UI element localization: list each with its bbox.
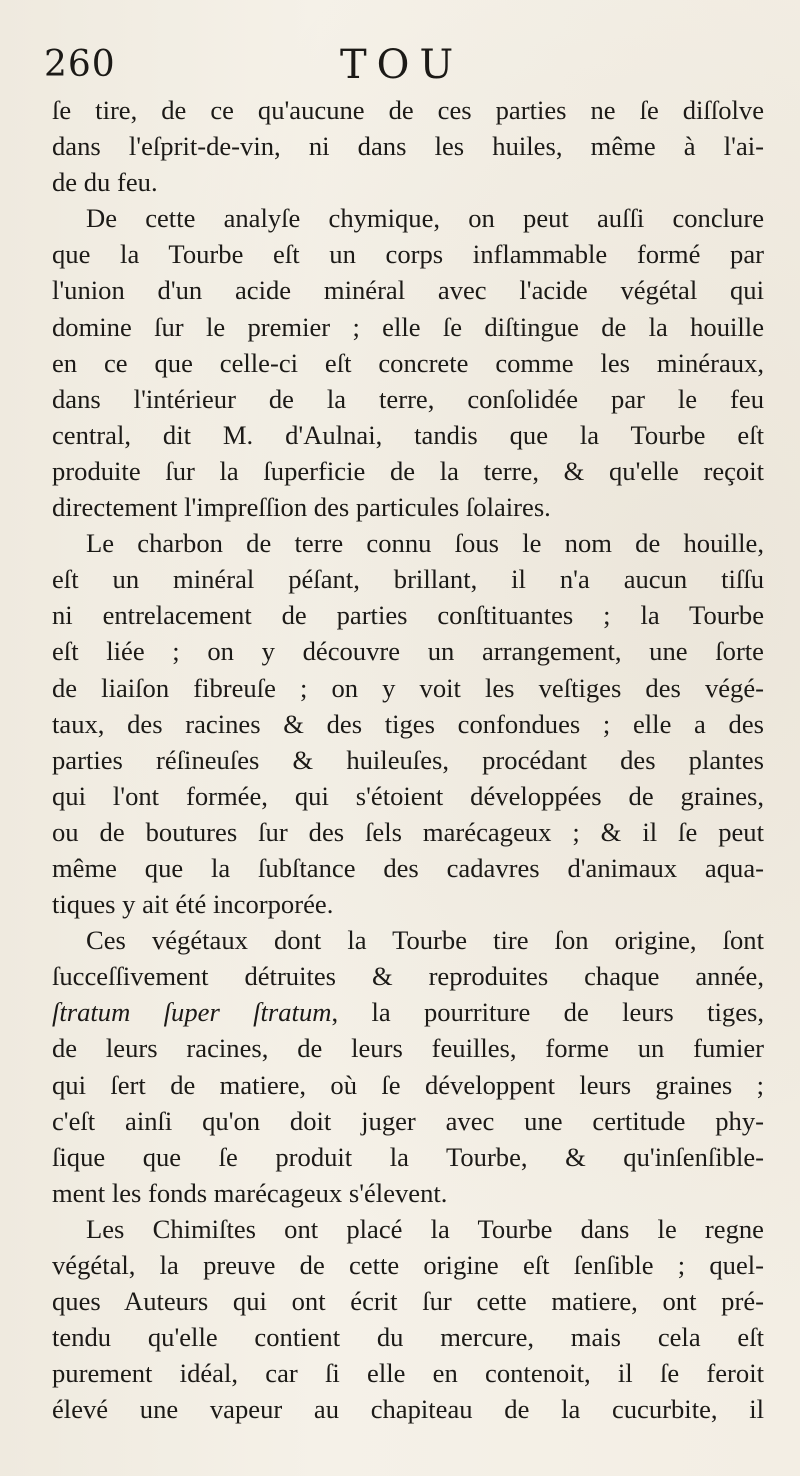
text-line: dans l'eſprit-de-vin, ni dans les huiles, même à l'ai- — [52, 131, 764, 162]
text-line: de du feu. — [52, 167, 158, 198]
text-line: élevé une vapeur au chapiteau de la cucurbite, il — [52, 1394, 764, 1425]
text-line: ment les fonds marécageux s'élevent. — [52, 1177, 448, 1208]
text-line: De cette analyſe chymique, on peut auſſi conclure — [86, 203, 764, 234]
text-line: Le charbon de terre connu ſous le nom de houille, — [86, 528, 764, 559]
text-line: c'eſt ainſi qu'on doit juger avec une certitude phy- — [52, 1105, 764, 1136]
text-line: tendu qu'elle contient du mercure, mais cela eſt — [52, 1322, 764, 1353]
text-line: ſique que ſe produit la Tourbe, & qu'inſenſible- — [52, 1141, 764, 1172]
text-line: taux, des racines & des tiges confondues ; elle a des — [52, 708, 764, 739]
text-line-mixed — [52, 994, 764, 1030]
text-line: purement idéal, car ſi elle en contenoit, il ſe feroit — [52, 1358, 764, 1389]
running-head-word: TOU — [340, 42, 464, 88]
text-line: eſt un minéral péſant, brillant, il n'a aucun tiſſu — [52, 564, 764, 595]
text-line: ni entrelacement de parties conſtituantes ; la Tourbe — [52, 600, 764, 631]
text-line: de liaiſon fibreuſe ; on y voit les veſtiges des végé- — [52, 672, 764, 703]
text-line: même que la ſubſtance des cadavres d'animaux aqua- — [52, 852, 764, 883]
text-fragment: , la pourriture de leurs tiges, — [331, 997, 765, 1028]
text-line: qui ſert de matiere, où ſe développent leurs graines ; — [52, 1069, 764, 1100]
text-line: eſt liée ; on y découvre un arrangement, une ſorte — [52, 636, 764, 667]
text-line: ſe tire, de ce qu'aucune de ces parties ne ſe diſſolve — [52, 95, 764, 125]
running-head — [44, 42, 764, 92]
latin-phrase: ſtratum ſuper ſtratum — [52, 997, 332, 1028]
text-line: produite ſur la ſuperficie de la terre, & qu'elle reçoit — [52, 455, 764, 486]
page-number: 260 — [44, 44, 116, 85]
text-line: ſucceſſivement détruites & reproduites chaque année, — [52, 961, 764, 992]
text-line: qui l'ont formée, qui s'étoient développées de graines, — [52, 780, 764, 811]
text-line: ques Auteurs qui ont écrit ſur cette matiere, ont pré- — [52, 1286, 764, 1317]
text-line: ou de boutures ſur des ſels marécageux ; & il ſe peut — [52, 816, 764, 847]
text-line: Les Chimiſtes ont placé la Tourbe dans le regne — [86, 1213, 764, 1244]
text-line: domine ſur le premier ; elle ſe diſtingue de la houille — [52, 311, 764, 342]
body-text — [52, 92, 764, 1427]
text-line: tiques y ait été incorporée. — [52, 889, 334, 920]
text-line: végétal, la preuve de cette origine eſt ſenſible ; quel- — [52, 1250, 764, 1280]
text-line: en ce que celle-ci eſt concrete comme les minéraux, — [52, 347, 764, 378]
text-line: Ces végétaux dont la Tourbe tire ſon origine, ſont — [86, 925, 764, 956]
text-line: que la Tourbe eſt un corps inflammable formé par — [52, 239, 764, 270]
text-line: de leurs racines, de leurs feuilles, forme un fumier — [52, 1033, 764, 1064]
text-line: dans l'intérieur de la terre, conſolidée par le feu — [52, 383, 764, 414]
text-line: l'union d'un acide minéral avec l'acide végétal qui — [52, 275, 764, 306]
text-line: central, dit M. d'Aulnai, tandis que la Tourbe eſt — [52, 419, 764, 450]
text-line: directement l'impreſſion des particules ſolaires. — [52, 492, 551, 523]
text-line: parties réſineuſes & huileuſes, procédant des plantes — [52, 744, 764, 775]
